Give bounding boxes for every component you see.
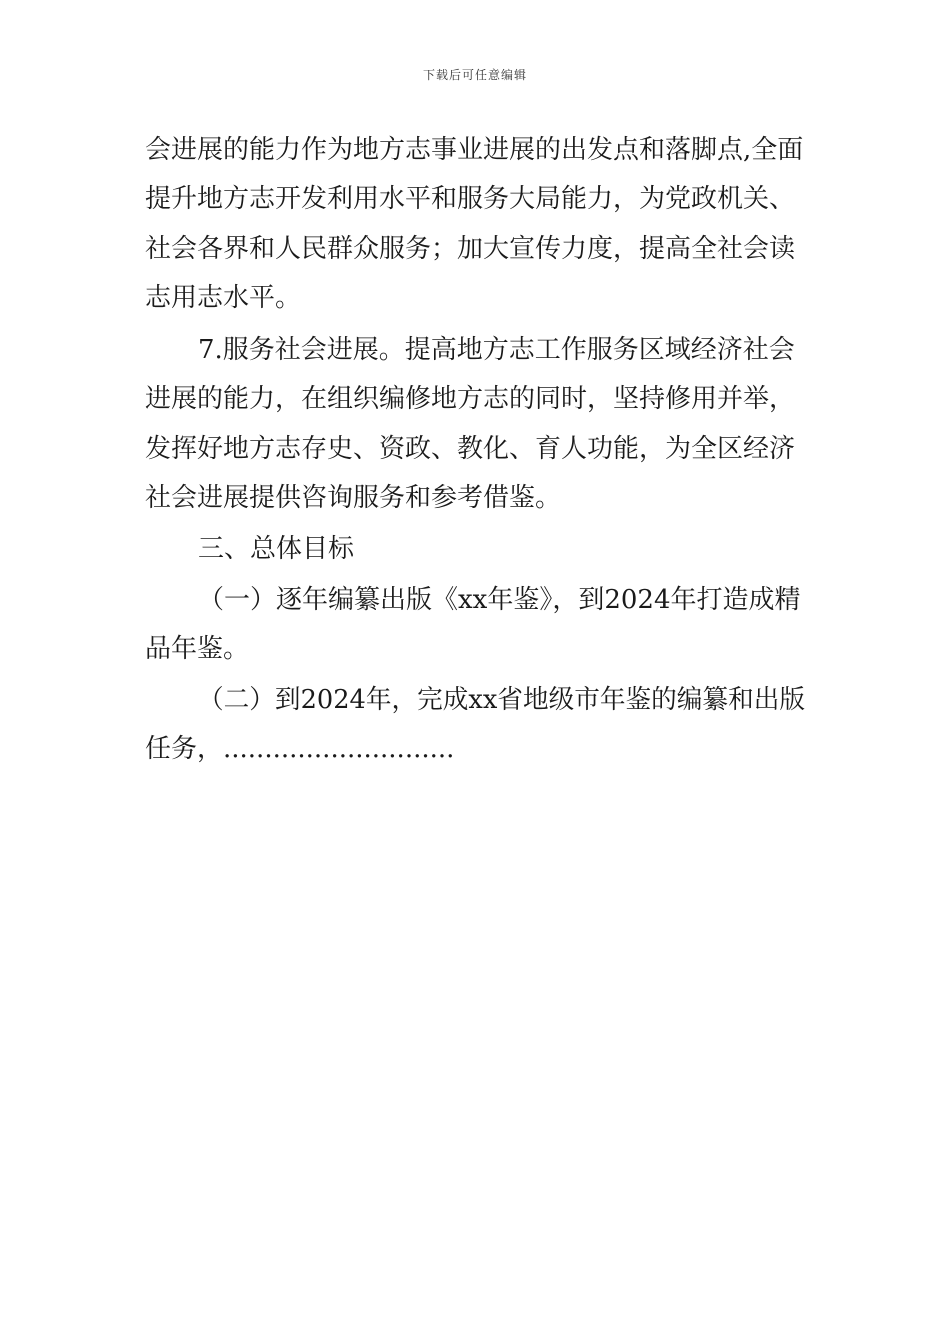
line-text: 任务，............................	[145, 734, 455, 764]
line-text: （一）逐年编纂出版《xx年鉴》，到2024年打造成精	[198, 585, 801, 615]
line-text: 7.服务社会进展。提高地方志工作服务区域经济社会	[198, 335, 795, 365]
line-text: 三、总体目标	[198, 534, 355, 564]
line-text: （二）到2024年，完成xx省地级市年鉴的编纂和出版	[198, 685, 805, 715]
line-text: 社会进展提供咨询服务和参考借鉴。	[145, 483, 562, 513]
page-header: 下载后可任意编辑	[422, 68, 527, 82]
line-text: 发挥好地方志存史、资政、教化、育人功能，为全区经济	[145, 434, 796, 464]
line-text: 会进展的能力作为地方志事业进展的出发点和落脚点,全面	[145, 135, 804, 165]
line-text: 提升地方志开发利用水平和服务大局能力，为党政机关、	[145, 184, 796, 214]
line-text: 志用志水平。	[145, 283, 302, 313]
line-text: 进展的能力，在组织编修地方志的同时，坚持修用并举，	[145, 384, 796, 414]
line-text: 社会各界和人民群众服务；加大宣传力度，提高全社会读	[145, 234, 796, 264]
line-text: 品年鉴。	[145, 634, 250, 664]
